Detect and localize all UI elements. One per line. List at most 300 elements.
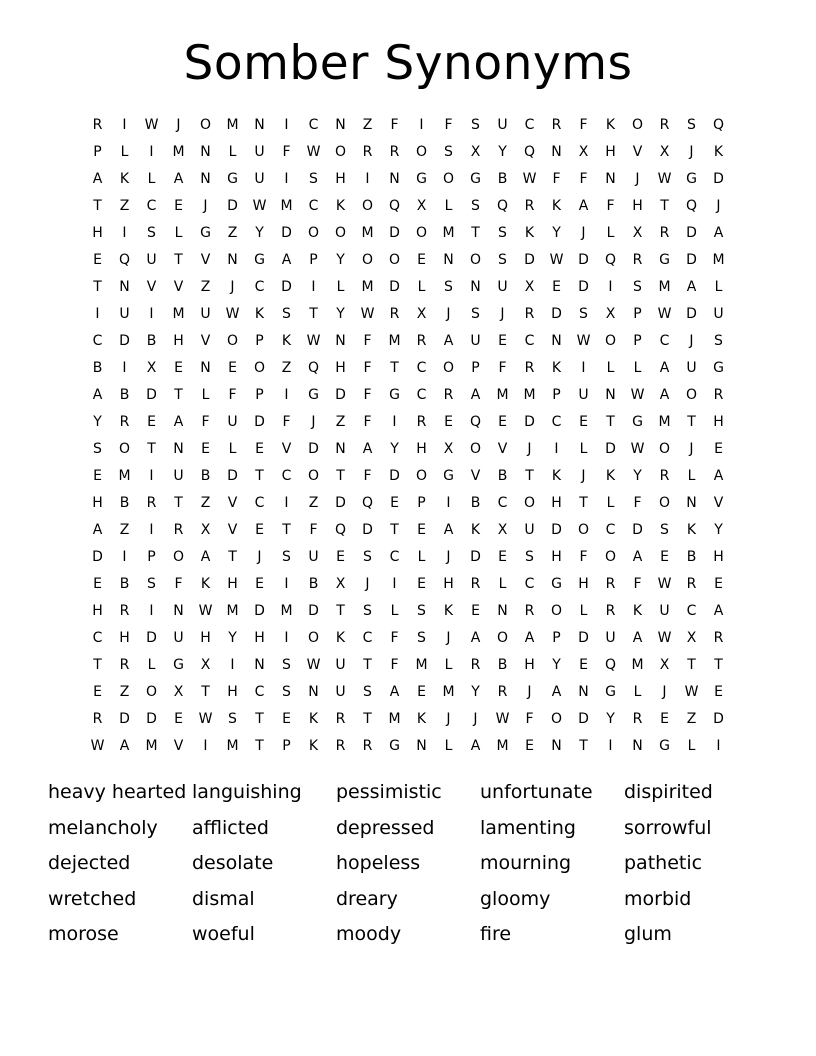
grid-letter: T [174,252,183,268]
grid-letter: U [659,603,670,619]
grid-letter: W [198,711,213,727]
grid-letter: J [500,306,505,322]
grid-letter: H [173,333,184,349]
grid-letter: N [551,738,562,754]
grid-letter: D [686,225,697,241]
grid-letter: A [443,333,454,349]
grid-letter: M [280,198,293,214]
grid-letter: U [308,549,319,565]
grid-letter: U [173,468,184,484]
grid-letter: G [605,684,616,700]
grid-letter: X [200,522,211,538]
grid-letter: T [579,495,588,511]
grid-letter: E [201,441,210,457]
grid-letter: L [147,171,156,187]
grid-letter: A [470,387,481,403]
word-list-item: desolate [192,852,274,874]
grid-letter: J [176,117,181,133]
grid-letter: V [632,144,643,160]
word-list-item: lamenting [480,816,576,839]
grid-letter: D [686,306,697,322]
grid-letter: M [415,657,428,673]
grid-letter: S [363,603,372,619]
grid-letter: D [578,279,589,295]
grid-letter: W [549,252,564,268]
grid-letter: A [551,684,562,700]
grid-letter: W [495,711,510,727]
grid-letter: U [227,414,238,430]
grid-letter: Q [523,144,536,160]
grid-letter: F [390,657,399,673]
grid-letter: H [92,603,103,619]
grid-letter: O [253,360,266,376]
grid-letter: R [605,576,616,592]
grid-letter: E [498,414,507,430]
grid-letter: C [254,279,265,295]
grid-letter: A [281,252,292,268]
grid-letter: X [686,630,697,646]
word-list-item: dismal [192,887,255,910]
grid-letter: G [173,657,184,673]
grid-letter: H [119,630,130,646]
grid-letter: R [362,144,373,160]
grid-letter: O [415,225,428,241]
grid-letter: O [388,252,401,268]
grid-letter: E [336,549,345,565]
grid-letter: T [336,603,345,619]
grid-letter: N [578,684,589,700]
grid-letter: O [496,630,509,646]
grid-letter: F [228,387,237,403]
grid-letter: D [632,522,643,538]
grid-letter: T [336,468,345,484]
grid-letter: L [606,495,615,511]
grid-letter: V [497,441,508,457]
word-list-item: unfortunate [480,781,593,803]
grid-letter: M [226,117,239,133]
grid-letter: A [92,171,103,187]
grid-letter: L [444,657,453,673]
grid-letter: I [284,576,289,592]
grid-letter: P [255,387,264,403]
grid-letter: U [686,360,697,376]
grid-letter: F [498,360,507,376]
grid-letter: T [714,657,723,673]
grid-letter: I [284,495,289,511]
grid-letter: J [662,684,667,700]
grid-letter: O [334,144,347,160]
grid-letter: H [254,630,265,646]
grid-letter: S [498,225,507,241]
grid-letter: E [255,576,264,592]
grid-letter: F [390,630,399,646]
grid-letter: D [686,252,697,268]
grid-letter: F [363,333,372,349]
grid-letter: D [308,441,319,457]
grid-letter: U [578,387,589,403]
grid-letter: I [149,603,154,619]
grid-letter: O [577,522,590,538]
grid-letter: R [92,711,103,727]
grid-letter: X [578,144,589,160]
grid-letter: S [363,549,372,565]
grid-letter: R [497,684,508,700]
grid-letter: E [93,684,102,700]
grid-letter: E [714,684,723,700]
grid-letter: N [335,333,346,349]
grid-letter: O [523,495,536,511]
grid-letter: X [470,144,481,160]
grid-letter: R [524,306,535,322]
grid-letter: M [496,387,509,403]
grid-letter: T [255,738,264,754]
grid-letter: W [90,738,105,754]
grid-letter: Z [335,414,346,430]
grid-letter: L [498,576,507,592]
grid-letter: E [93,468,102,484]
grid-letter: L [174,225,183,241]
grid-letter: G [416,171,427,187]
grid-letter: K [335,630,346,646]
grid-letter: N [470,279,481,295]
grid-letter: E [498,549,507,565]
grid-letter: C [524,333,535,349]
grid-letter: O [658,495,671,511]
grid-letter: W [252,198,267,214]
grid-letter: N [200,360,211,376]
grid-letter: N [443,252,454,268]
grid-letter: O [604,549,617,565]
grid-letter: S [444,279,453,295]
grid-letter: K [335,198,346,214]
grid-letter: O [118,441,131,457]
grid-letter: R [416,414,427,430]
grid-letter: F [633,495,642,511]
grid-letter: J [203,198,208,214]
page-title: Somber Synonyms [183,36,633,91]
grid-letter: Y [498,144,507,160]
grid-letter: K [686,522,697,538]
grid-letter: A [713,225,724,241]
grid-letter: R [605,603,616,619]
grid-letter: F [282,414,291,430]
grid-letter: S [282,306,291,322]
grid-letter: M [658,414,671,430]
grid-letter: M [631,657,644,673]
grid-letter: W [657,306,672,322]
grid-letter: D [578,630,589,646]
grid-letter: P [255,333,264,349]
grid-letter: E [714,441,723,457]
grid-letter: X [200,657,211,673]
grid-letter: S [282,684,291,700]
grid-letter: P [93,144,102,160]
grid-letter: D [389,225,400,241]
grid-letter: C [308,117,319,133]
grid-letter: L [120,144,129,160]
grid-letter: T [228,549,237,565]
grid-letter: F [363,387,372,403]
grid-letter: Y [471,684,480,700]
grid-letter: O [307,225,320,241]
grid-letter: P [309,252,318,268]
grid-letter: O [442,360,455,376]
word-list-item: afflicted [192,816,269,839]
grid-letter: J [581,225,586,241]
grid-letter: B [200,468,211,484]
grid-letter: A [173,414,184,430]
grid-letter: L [201,387,210,403]
grid-letter: X [605,306,616,322]
grid-letter: J [365,576,370,592]
grid-letter: U [254,171,265,187]
grid-letter: I [122,117,127,133]
grid-letter: D [119,711,130,727]
grid-letter: X [335,576,346,592]
word-list-item: morbid [624,887,692,910]
grid-letter: Y [228,630,237,646]
grid-letter: N [254,657,265,673]
grid-letter: E [93,576,102,592]
grid-letter: I [581,360,586,376]
grid-letter: C [254,495,265,511]
grid-letter: L [147,657,156,673]
grid-letter: H [713,414,724,430]
grid-letter: B [119,576,130,592]
grid-letter: T [201,684,210,700]
grid-letter: W [630,441,645,457]
grid-letter: E [93,252,102,268]
grid-letter: G [659,738,670,754]
grid-letter: O [442,171,455,187]
grid-letter: E [471,603,480,619]
grid-letter: O [307,630,320,646]
grid-letter: U [497,279,508,295]
grid-letter: G [659,252,670,268]
grid-letter: R [389,144,400,160]
word-list-item: gloomy [480,887,551,910]
grid-letter: D [281,279,292,295]
grid-letter: Y [606,711,615,727]
grid-letter: W [630,387,645,403]
grid-letter: Q [334,522,347,538]
grid-letter: V [227,522,238,538]
grid-letter: K [281,333,292,349]
grid-letter: J [257,549,262,565]
grid-letter: V [713,495,724,511]
grid-letter: I [284,171,289,187]
grid-letter: U [335,657,346,673]
grid-letter: N [200,144,211,160]
grid-letter: H [713,549,724,565]
grid-letter: J [527,684,532,700]
grid-letter: A [686,279,697,295]
grid-letter: G [443,468,454,484]
grid-letter: X [632,225,643,241]
grid-letter: V [173,279,184,295]
grid-letter: M [145,738,158,754]
grid-letter: E [552,279,561,295]
grid-letter: N [551,144,562,160]
grid-letter: D [713,711,724,727]
grid-letter: D [524,252,535,268]
grid-letter: C [551,414,562,430]
grid-letter: S [309,171,318,187]
grid-letter: D [335,387,346,403]
grid-letter: L [336,279,345,295]
grid-letter: H [227,576,238,592]
grid-letter: H [632,198,643,214]
grid-letter: J [446,630,451,646]
grid-letter: H [227,684,238,700]
grid-letter: T [660,198,669,214]
grid-letter: R [632,252,643,268]
grid-letter: K [200,576,211,592]
grid-letter: T [525,468,534,484]
grid-letter: U [119,306,130,322]
grid-letter: I [149,522,154,538]
grid-letter: X [659,144,670,160]
word-list-item: hopeless [336,852,421,874]
grid-letter: A [632,630,643,646]
grid-letter: E [174,711,183,727]
grid-letter: R [173,522,184,538]
grid-letter: F [633,576,642,592]
grid-letter: R [416,333,427,349]
word-list-item: morose [48,923,119,945]
grid-letter: W [225,306,240,322]
word-list-item: glum [624,923,672,945]
grid-letter: M [361,225,374,241]
word-list-item: dreary [336,887,398,910]
grid-letter: F [174,576,183,592]
grid-letter: E [498,333,507,349]
grid-letter: K [632,603,643,619]
grid-letter: A [389,684,400,700]
grid-letter: W [657,171,672,187]
grid-letter: C [92,630,103,646]
grid-letter: D [713,171,724,187]
grid-letter: C [146,198,157,214]
grid-letter: D [254,414,265,430]
grid-letter: I [365,171,370,187]
grid-letter: V [200,333,211,349]
grid-letter: Q [712,117,725,133]
grid-letter: L [687,468,696,484]
grid-letter: V [281,441,292,457]
grid-letter: Q [388,198,401,214]
grid-letter: B [470,495,481,511]
grid-letter: R [119,657,130,673]
grid-letter: H [551,549,562,565]
grid-letter: W [522,171,537,187]
grid-letter: A [200,549,211,565]
grid-letter: Z [119,684,130,700]
grid-letter: M [442,684,455,700]
grid-letter: F [579,117,588,133]
grid-letter: Z [308,495,319,511]
grid-letter: T [282,522,291,538]
grid-letter: O [550,711,563,727]
grid-letter: B [686,549,697,565]
grid-letter: S [687,117,696,133]
grid-letter: I [419,117,424,133]
grid-letter: Z [119,198,130,214]
grid-letter: T [687,414,696,430]
grid-letter: G [632,414,643,430]
grid-letter: I [149,306,154,322]
grid-letter: C [308,198,319,214]
grid-letter: K [713,144,724,160]
grid-letter: T [363,657,372,673]
grid-letter: X [443,441,454,457]
grid-letter: T [471,225,480,241]
grid-letter: W [576,333,591,349]
grid-letter: R [146,495,157,511]
grid-letter: Y [633,468,642,484]
grid-letter: S [417,603,426,619]
grid-letter: E [417,522,426,538]
grid-letter: P [417,495,426,511]
grid-letter: T [606,414,615,430]
grid-letter: N [497,603,508,619]
grid-letter: Y [336,252,345,268]
grid-letter: X [659,657,670,673]
grid-letter: N [335,117,346,133]
grid-letter: D [605,441,616,457]
grid-letter: S [363,684,372,700]
grid-letter: D [389,468,400,484]
grid-letter: N [389,171,400,187]
grid-letter: R [551,117,562,133]
grid-letter: Z [362,117,373,133]
grid-letter: H [578,576,589,592]
grid-letter: R [524,360,535,376]
grid-letter: R [632,711,643,727]
grid-letter: I [122,360,127,376]
word-list-item: wretched [48,887,137,910]
grid-letter: T [93,279,102,295]
grid-letter: G [308,387,319,403]
grid-letter: T [309,306,318,322]
grid-letter: O [145,684,158,700]
grid-letter: T [93,657,102,673]
grid-letter: E [282,711,291,727]
grid-letter: W [144,117,159,133]
grid-letter: E [714,576,723,592]
grid-letter: M [361,279,374,295]
grid-letter: H [200,630,211,646]
grid-letter: F [525,711,534,727]
grid-letter: G [686,171,697,187]
word-list-item: melancholy [48,816,158,839]
grid-letter: Y [552,225,561,241]
grid-letter: O [172,549,185,565]
grid-letter: E [255,522,264,538]
grid-letter: D [308,603,319,619]
grid-letter: I [230,657,235,673]
grid-letter: E [255,441,264,457]
grid-letter: K [605,468,616,484]
grid-letter: S [471,198,480,214]
grid-letter: X [416,306,427,322]
grid-letter: V [173,738,184,754]
grid-letter: L [228,144,237,160]
grid-letter: L [444,198,453,214]
grid-letter: H [92,495,103,511]
grid-letter: J [446,711,451,727]
grid-letter: O [334,225,347,241]
